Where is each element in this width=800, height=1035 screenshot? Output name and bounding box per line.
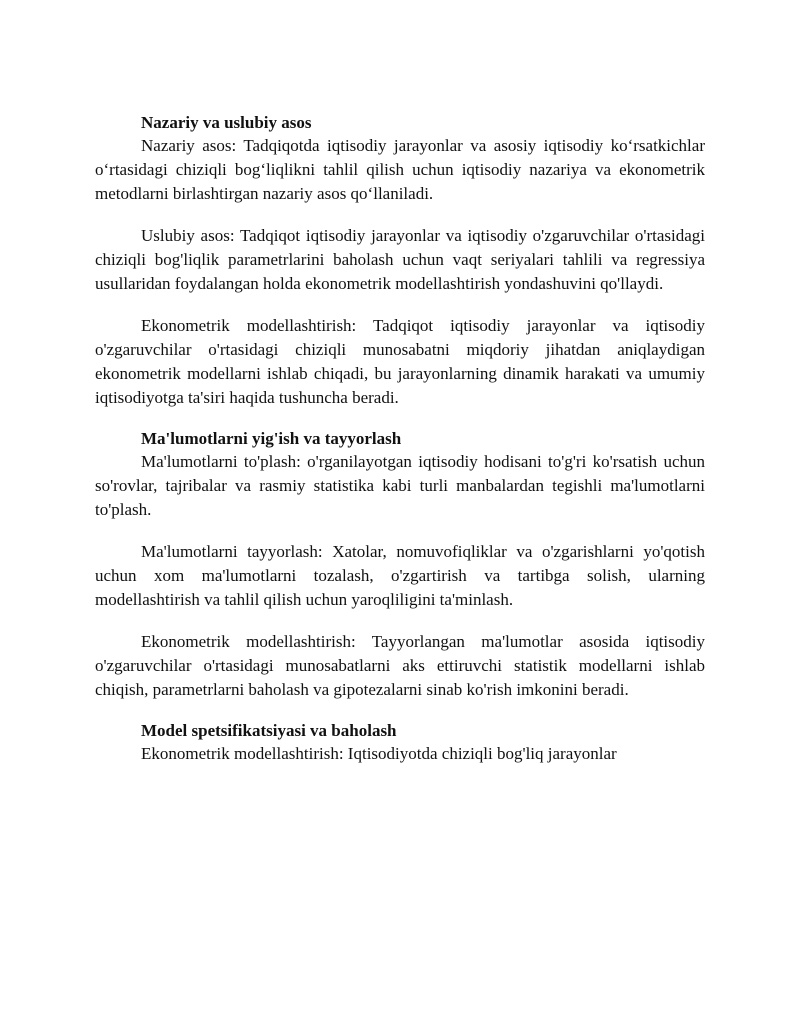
paragraph: Ma'lumotlarni to'plash: o'rganilayotgan iqtisodiy hodisani to'g'ri ko'rsatish uchun so'rovlar, tajribalar va rasmiy statistika kabi turli manbalardan tegishli ma'lumotlarni to'plash. bbox=[95, 452, 705, 519]
paragraph: Ekonometrik modellashtirish: Tayyorlangan ma'lumotlar asosida iqtisodiy o'zgaruvchilar o'rtasidagi munosabatlarni aks ettiruvchi statistik modellarni ishlab chiqish, parametrlarni baholash va gipotezalarni sinab ko'rish imkonini beradi. bbox=[95, 632, 705, 699]
section-model-specification bbox=[95, 720, 705, 766]
paragraph: Uslubiy asos: Tadqiqot iqtisodiy jarayonlar va iqtisodiy o'zgaruvchilar o'rtasidagi chiziqli bog'liqlik parametrlarini baholash uchun vaqt seriyalari tahlili va regressiya usullaridan foydalangan holda ekonometrik modellashtirish yondashuvini qo'llaydi. bbox=[95, 226, 705, 293]
paragraph: Ekonometrik modellashtirish: Tadqiqot iqtisodiy jarayonlar va iqtisodiy o'zgaruvchilar o'rtasidagi chiziqli munosabatni miqdoriy jihatdan aniqlaydigan ekonometrik modellarni ishlab chiqadi, bu jarayonlarning dinamik harakati va umumiy iqtisodiyotga ta'siri haqida tushuncha beradi. bbox=[95, 316, 705, 407]
paragraph: Nazariy asos: Tadqiqotda iqtisodiy jarayonlar va asosiy iqtisodiy ko‘rsatkichlar o‘rtasidagi chiziqli bog‘liqlikni tahlil qilish uchun iqtisodiy nazariya va ekonometrik metodlarni birlashtirgan nazariy asos qo‘llaniladi. bbox=[95, 136, 705, 203]
paragraph: Ekonometrik modellashtirish: Iqtisodiyotda chiziqli bog'liq jarayonlar bbox=[141, 744, 617, 763]
document-body bbox=[95, 112, 705, 784]
section-heading: Model spetsifikatsiyasi va baholash bbox=[141, 721, 397, 740]
paragraph: Ma'lumotlarni tayyorlash: Xatolar, nomuvofiqliklar va o'zgarishlarni yo'qotish uchun xom ma'lumotlarni tozalash, o'zgartirish va tartibga solish, ularning modellashtirish va tahlil qilish uchun yaroqliligini ta'minlash. bbox=[95, 542, 705, 609]
section-theoretical-basis bbox=[95, 112, 705, 410]
section-data-collection bbox=[95, 428, 705, 702]
section-heading: Nazariy va uslubiy asos bbox=[141, 113, 312, 132]
section-heading: Ma'lumotlarni yig'ish va tayyorlash bbox=[141, 429, 402, 448]
